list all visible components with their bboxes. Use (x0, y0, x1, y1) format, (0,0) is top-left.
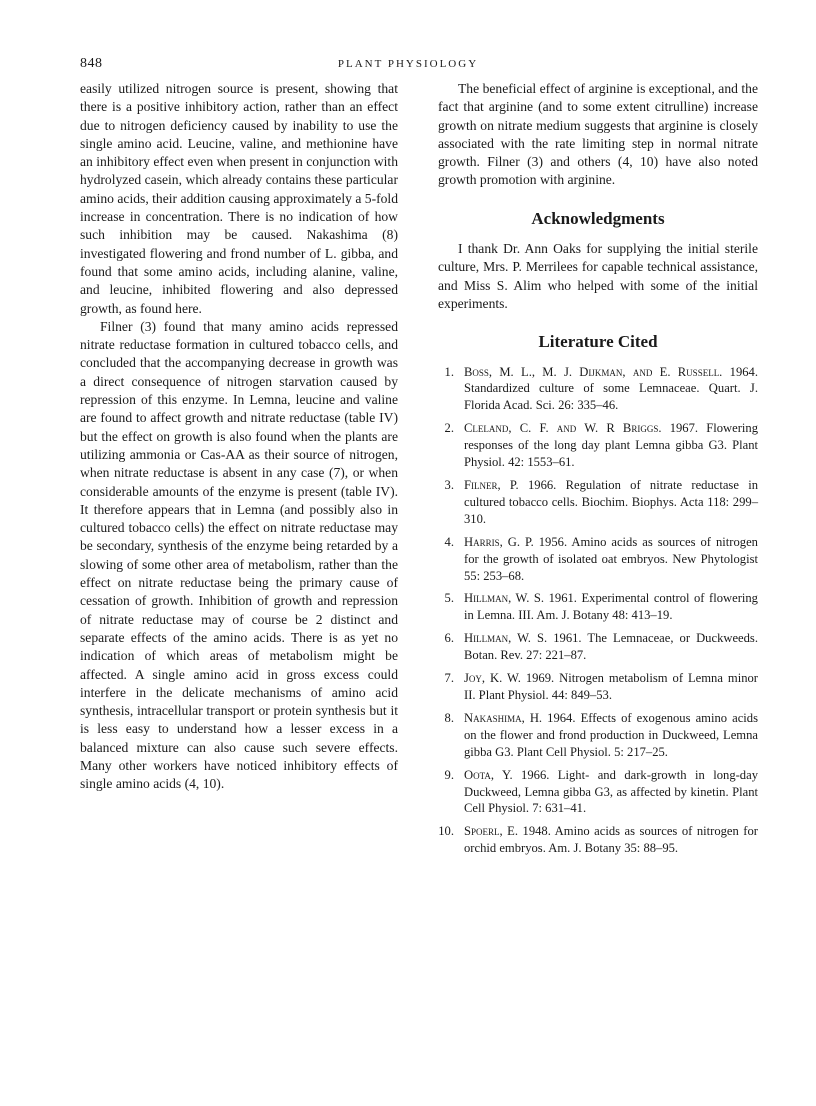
reference-number: 6. (444, 631, 454, 646)
reference-number: 10. (438, 824, 454, 839)
reference-text: 1967. Flowering responses of the long day plant Lemna gibba G3. Plant Physiol. 42: 1553–61. (464, 421, 758, 470)
reference-text: 1956. Amino acids as sources of nitrogen for the growth of isolated oat embryos. New Phytologist 55: 253–68. (464, 534, 758, 583)
reference-authors: Filner, P. (464, 478, 519, 492)
body-paragraph-filner: Filner (3) found that many amino acids repressed nitrate reductase formation in cultured tobacco cells, and concluded that the accompanying decrease in growth was a direct consequence of nitrogen starvation caused by repression of this enzyme. In Lemna, leucine and valine are found to affect growth and nitrate reductase (table IV) but the effect on growth is also found when the plants are utilizing ammonia or Cas-AA as their source of nitrogen, when nitrate reductase is absent in any case (7), or when considerable amounts of the enzyme is present (table IV). It therefore appears that in Lemna (and possibly also in cultured tobacco cells) the effect on nitrate reductase may be secondary, synthesis of the enzyme being retarded by a slowing of some other area of metabolism, rather than the effect on nitrate reductase being the primary cause of cessation of growth. Inhibition of growth and repression of nitrate reductase may of course be 2 distinct and separate effects of the amino acids. There is as yet no indication of which areas of metabolism might be affected. A single amino acid in gross excess could interfere in the delicate mechanisms of amino acid synthesis, intracellular transport or protein synthesis but it is less easy to understand how a lesser excess in a balanced mixture can also cause such severe effects. Many other workers have noticed inhibitory effects of single amino acids (4, 10). (80, 318, 398, 792)
reference-authors: Joy, K. W. (464, 671, 521, 686)
reference-number: 9. (444, 767, 454, 782)
reference-number: 1. (444, 364, 454, 379)
reference-item (438, 420, 758, 471)
reference-item (438, 477, 758, 528)
reference-item (438, 710, 758, 761)
reference-authors: Harris, G. P. (464, 534, 534, 549)
reference-authors: Hillman, W. S. (464, 591, 545, 606)
reference-item (438, 364, 758, 415)
body-paragraph-arginine: The beneficial effect of arginine is exceptional, and the fact that arginine (and to some extent citrulline) increase growth on nitrate medium suggests that arginine is closely associated with the rate limiting step in normal nitrate growth. Filner (3) and others (4, 10) have also noted growth promotion with arginine. (438, 81, 758, 188)
reference-text: 1964. Effects of exogenous amino acids on the flower and frond production in Duckweed, Lemna gibba G3. Plant Cell Physiol. 5: 217–25. (464, 710, 759, 759)
right-column (438, 80, 758, 863)
reference-text: 1961. The Lemnaceae, or Duckweeds. Botan. Rev. 27: 221–87. (464, 631, 758, 663)
reference-authors: Hillman, W. S. (464, 631, 548, 646)
body-paragraph-continued: easily utilized nitrogen source is present, showing that there is a positive inhibitory action, rather than an effect due to nitrogen deficiency caused by inability to use the single amino acid. Leucine, valine, and methionine have an inhibitory effect even when present in conjunction with hydrolyzed casein, which already contains these particular amino acids, their addition causing approximately a 5-fold increase in concentration. There is no indication of how such inhibition may be caused. Nakashima (8) investigated flowering and frond number of L. gibba, and found that some amino acids, including alanine, valine, and leucine, inhibited flowering and also depressed growth, as found here. (80, 81, 398, 316)
acknowledgments-text: I thank Dr. Ann Oaks for supplying the initial sterile culture, Mrs. P. Merrilees for capable technical assistance, and Miss S. Alim who helped with some of the initial experiments. (438, 241, 758, 311)
reference-number: 2. (444, 421, 454, 436)
acknowledgments-heading: Acknowledgments (531, 208, 665, 228)
reference-number: 8. (444, 710, 454, 725)
reference-text: 1964. Standardized culture of some Lemnaceae. Quart. J. Florida Acad. Sci. 26: 335–46. (464, 364, 758, 413)
reference-number: 3. (444, 478, 454, 492)
reference-number: 5. (444, 591, 454, 606)
reference-number: 7. (444, 671, 454, 686)
reference-authors: Cleland, C. F. and W. R Briggs. (464, 421, 662, 436)
reference-item (438, 590, 758, 624)
reference-text: 1966. Light- and dark-growth in long-day Duckweed, Lemna gibba G3, as affected by kinetin. Plant Cell Physiol. 7: 631–41. (464, 767, 758, 816)
reference-text: 1966. Regulation of nitrate reductase in cultured tobacco cells. Biochim. Biophys. Acta 118: 299–310. (464, 478, 758, 526)
page-number: 848 (80, 56, 103, 71)
reference-authors: Boss, M. L., M. J. Dijkman, and E. Russell. (464, 364, 723, 379)
reference-list (438, 364, 758, 858)
reference-item (438, 767, 758, 818)
reference-authors: Oota, Y. (464, 767, 513, 782)
reference-item (438, 670, 758, 704)
reference-item (438, 630, 758, 664)
reference-authors: Nakashima, H. (464, 710, 543, 725)
reference-item (438, 534, 758, 585)
reference-item (438, 823, 758, 857)
journal-title: PLANT PHYSIOLOGY (337, 58, 479, 70)
reference-text: 1969. Nitrogen metabolism of Lemna minor II. Plant Physiol. 44: 849–53. (464, 671, 758, 702)
reference-text: 1948. Amino acids as sources of nitrogen for orchid embryos. Am. J. Botany 35: 88–95. (464, 824, 758, 856)
left-column (80, 80, 398, 794)
running-head (80, 56, 736, 76)
reference-text: 1961. Experimental control of flowering in Lemna. III. Am. J. Botany 48: 413–19. (464, 591, 758, 623)
literature-heading: Literature Cited (538, 332, 658, 352)
reference-number: 4. (444, 534, 454, 549)
reference-authors: Spoerl, E. (464, 824, 519, 839)
